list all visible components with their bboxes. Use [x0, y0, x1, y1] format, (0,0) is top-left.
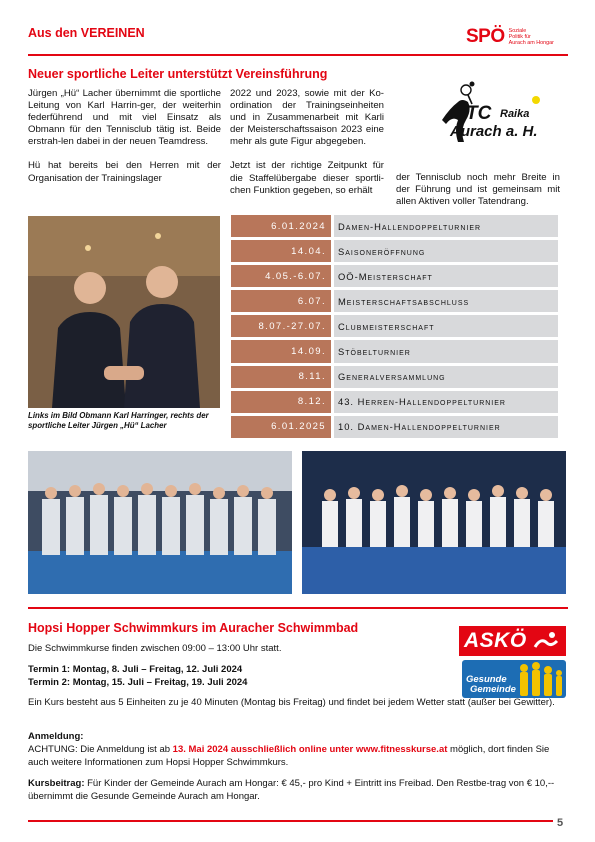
article-column-2 — [230, 88, 384, 209]
article-column-1 — [28, 88, 221, 197]
asko-figure-icon — [533, 631, 559, 651]
schedule-date: 4.05.-6.07. — [231, 265, 331, 287]
page-number: 5 — [557, 817, 564, 829]
schedule-event: Meisterschaftsabschluss — [334, 290, 558, 312]
article-paragraph: 2022 und 2023, sowie mit der Ko-ordination der Trainingseinheiten und in Zusammenarbeit mit Karli der Meisterschaftssaison 2023 eine mehr als gute Figur abgegeben. — [230, 88, 384, 148]
swim-kursbeitrag-text: Für Kinder der Gemeinde Aurach am Hongar: € 45,- pro Kind + Eintritt ins Freibad. Den Restbe-trag von € 10,--übernimmt die Gesunde Gemeinde Aurach am Hongar. — [28, 778, 555, 802]
photo-obmann-and-leader — [28, 216, 220, 408]
schedule-date: 8.12. — [231, 391, 331, 413]
swim-anmeldung-highlight: 13. Mai 2024 ausschließlich online unter www.fitnesskurse.at — [172, 744, 448, 755]
schedule-date: 6.01.2025 — [231, 416, 331, 438]
schedule-row — [231, 215, 558, 237]
article-paragraph: Jürgen „Hü“ Lacher übernimmt die sportliche Leitung von Karl Harrin-ger, der weiterhin federführend und mit viel Einsatz als Obmann für den Tennisclub tätig ist. Beide erstrah-len dabei in der neuen Teamdress. — [28, 88, 221, 148]
schedule-date: 8.11. — [231, 366, 331, 388]
schedule-row — [231, 416, 558, 438]
swim-units: Ein Kurs besteht aus 5 Einheiten zu je 40 Minuten (Montag bis Freitag) und findet bei jedem Wetter statt (außer bei Gewitter). — [28, 697, 555, 708]
schedule-row — [231, 340, 558, 362]
swim-intro: Die Schwimmkurse finden zwischen 09:00 – 13:00 Uhr statt. — [28, 643, 282, 654]
swim-kursbeitrag — [28, 778, 560, 803]
schedule-event: Saisoneröffnung — [334, 240, 558, 262]
swim-kursbeitrag-label: Kursbeitrag: — [28, 778, 85, 789]
asko-logo-word: ASKÖ — [464, 629, 527, 652]
schedule-row — [231, 391, 558, 413]
spo-tagline-line: Aurach am Hongar — [508, 40, 554, 47]
footer-divider — [28, 820, 553, 822]
section-divider — [28, 607, 568, 609]
schedule-row — [231, 366, 558, 388]
spo-logo-word: SPÖ — [466, 26, 505, 47]
schedule-event: Clubmeisterschaft — [334, 315, 558, 337]
article-title-swim: Hopsi Hopper Schwimmkurs im Auracher Schwimmbad — [28, 621, 359, 635]
asko-logo — [459, 626, 566, 656]
swim-termin-1: Termin 1: Montag, 8. Juli – Freitag, 12. Juli 2024 — [28, 664, 243, 675]
swim-anmeldung-part: ACHTUNG: Die Anmeldung ist ab — [28, 744, 173, 755]
schedule-event: 43. Herren-Hallendoppelturnier — [334, 391, 558, 413]
schedule-row — [231, 265, 558, 287]
photo-tennis-group-men — [28, 451, 292, 594]
schedule-event: 10. Damen-Hallendoppelturnier — [334, 416, 558, 438]
swim-termin-2: Termin 2: Montag, 15. Juli – Freitag, 19. Juli 2024 — [28, 677, 248, 688]
schedule-row — [231, 240, 558, 262]
spo-logo — [466, 27, 554, 47]
schedule-row — [231, 315, 558, 337]
spo-logo-tagline — [509, 28, 554, 47]
tc-logo-place: Aurach a. H. — [450, 123, 538, 140]
gesunde-logo-text: Gesunde — [466, 674, 507, 685]
header-divider — [28, 54, 568, 56]
schedule-row — [231, 290, 558, 312]
tc-logo-sub: Raika — [500, 108, 530, 120]
schedule-date: 14.09. — [231, 340, 331, 362]
spo-tagline-line: Soziale — [508, 28, 527, 34]
photo-tennis-group-women — [302, 451, 566, 594]
gesunde-gemeinde-logo — [462, 660, 566, 698]
article-title-tennis: Neuer sportliche Leiter unterstützt Vereinsführung — [28, 67, 328, 81]
tennis-schedule — [231, 215, 558, 441]
schedule-date: 14.04. — [231, 240, 331, 262]
tc-logo-name: TC — [466, 103, 492, 124]
schedule-date: 6.01.2024 — [231, 215, 331, 237]
schedule-event: Stöbelturnier — [334, 340, 558, 362]
section-title: Aus den VEREINEN — [28, 26, 145, 40]
article-paragraph: Jetzt ist der richtige Zeitpunkt für die Staffelübergabe dieser sportli-chen Funktion gegeben, so erhält — [230, 160, 384, 196]
schedule-date: 8.07.-27.07. — [231, 315, 331, 337]
swim-anmeldung-label: Anmeldung: — [28, 731, 84, 742]
schedule-event: Generalversammlung — [334, 366, 558, 388]
article-paragraph: der Tennisclub noch mehr Breite in der Führung und ist gemeinsam mit allen Aktiven voller Tatendrang. — [396, 172, 560, 208]
gesunde-logo-text: Gemeinde — [470, 684, 516, 695]
schedule-event: Damen-Hallendoppelturnier — [334, 215, 558, 237]
schedule-date: 6.07. — [231, 290, 331, 312]
swim-anmeldung-text — [28, 744, 560, 769]
article-paragraph: Hü hat bereits bei den Herren mit der Organisation der Trainingslager — [28, 160, 221, 184]
swim-anmeldung-part: möglich, dort finden Sie auch weitere Informationen zum Hopsi Hopper Schwimmkurs. — [28, 744, 550, 768]
photo-caption: Links im Bild Obmann Karl Harringer, rechts der sportliche Leiter Jürgen „Hü“ Lacher — [28, 411, 209, 430]
spo-tagline-line: Politik für — [508, 34, 531, 41]
schedule-event: OÖ-Meisterschaft — [334, 265, 558, 287]
article-column-3 — [396, 172, 560, 220]
